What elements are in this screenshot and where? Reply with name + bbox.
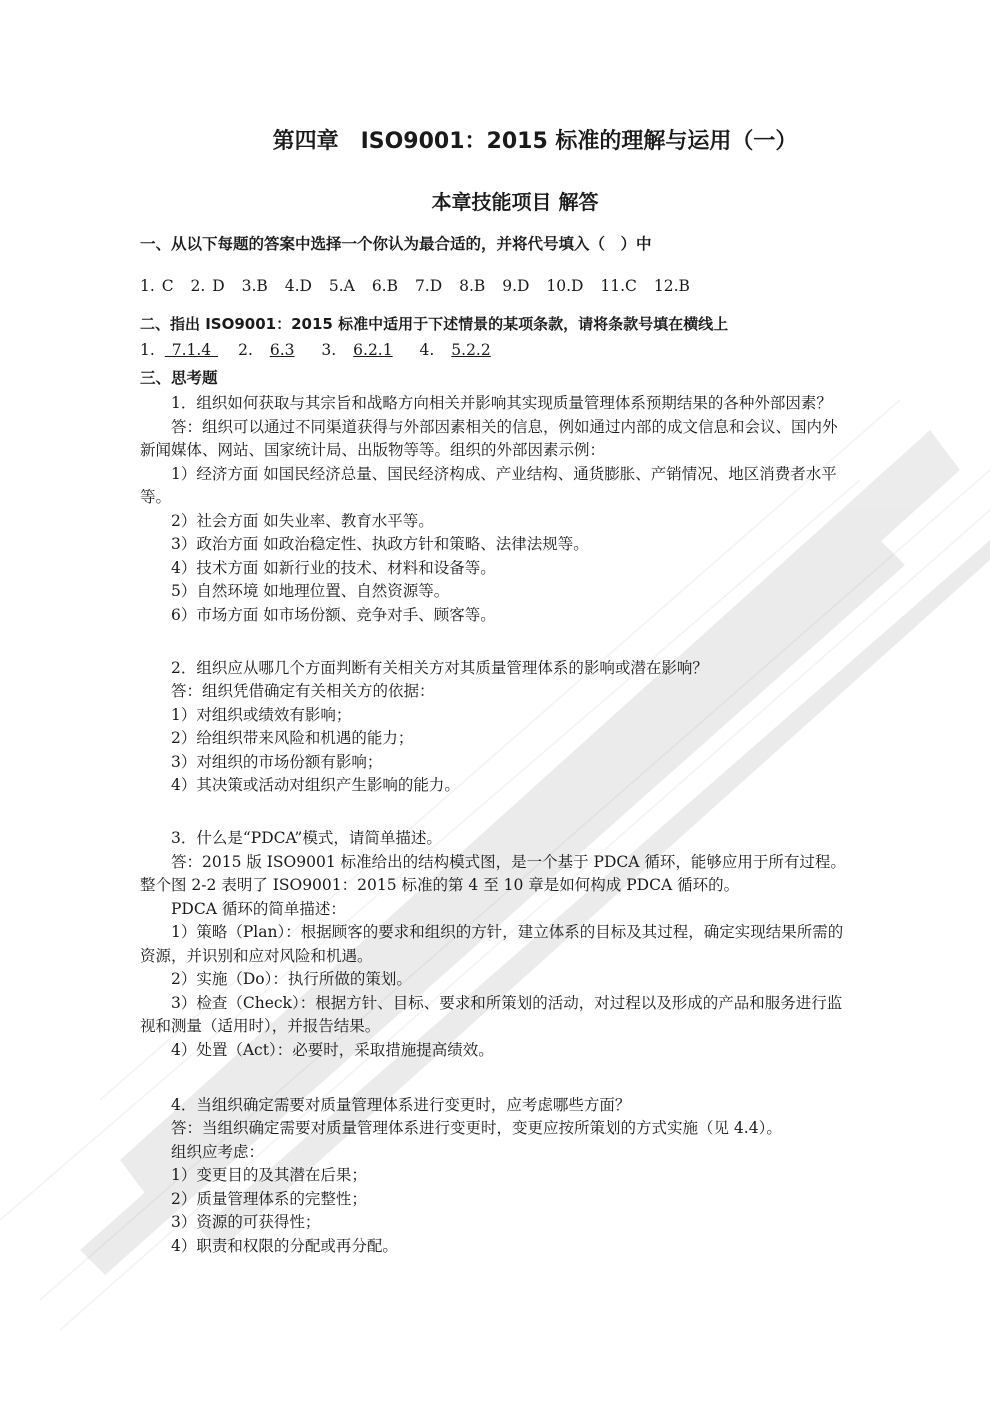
list-item: 1）经济方面 如国民经济总量、国民经济构成、产业结构、通货膨胀、产销情况、地区消费者水平等。 [140,464,837,506]
list-item: 4）技术方面 如新行业的技术、材料和设备等。 [171,558,496,577]
list-item: 4）处置（Act）：必要时，采取措施提高绩效。 [171,1040,494,1059]
answer-item: 4.D [284,277,312,295]
part2-answer-list [140,338,850,362]
clause-item: 4. 5.2.2 [419,341,491,359]
answer-item: 7.D [414,277,443,295]
chapter-title [220,120,850,164]
answer-item: 3.B [241,277,268,295]
answer-item: 8.B [459,277,486,295]
list-item: 3）政治方面 如政治稳定性、执政方针和策略、法律法规等。 [171,535,589,553]
part2-heading: 二、指出 ISO9001：2015 标准中适用于下述情景的某项条款，请将条款号填在横线上 [140,315,729,333]
list-item: 2）实施（Do）：执行所做的策划。 [171,970,412,988]
list-item: 2）给组织带来风险和机遇的能力； [171,729,414,747]
answer-4: 答：当组织确定需要对质量管理体系进行变更时，变更应按所策划的方式实施（见 4.4）。 [171,1119,782,1137]
list-item: 1）策略（Plan）：根据顾客的要求和组织的方针，建立体系的目标及其过程，确定实现结果所需的资源，并识别和应对风险和机遇。 [140,923,844,965]
list-item: 3）检查（Check）：根据方针、目标、要求和所策划的活动，对过程以及形成的产品和服务进行监视和测量（适用时），并报告结果。 [140,993,843,1035]
answer-item: 9.D [502,277,530,295]
list-item: 2）社会方面 如失业率、教育水平等。 [171,511,434,530]
answer-1: 答：组织可以通过不同渠道获得与外部因素相关的信息，例如通过内部的成文信息和会议、国内外新闻媒体、网站、国家统计局、出版物等等。组织的外部因素示例： [140,417,838,459]
answer-item: 2. D [190,277,225,295]
answer-item: 5.A [328,277,355,295]
question-1: 1．组织如何获取与其宗旨和战略方向相关并影响其实现质量管理体系预期结果的各种外部因素？ [171,394,832,412]
list-item: 5）自然环境 如地理位置、自然资源等。 [171,582,450,600]
list-item: 1）对组织或绩效有影响； [171,705,352,724]
clause-item: 3. 6.2.1 [321,341,393,359]
answer-3-subheading: PDCA 循环的简单描述： [171,899,346,918]
answer-item: 6.B [371,277,398,295]
chapter-name: ISO9001：2015 标准的理解与运用（一） [360,129,798,154]
clause-item: 1. 7.1.4 [140,341,219,359]
part1-heading: 一、从以下每题的答案中选择一个你认为最合适的，并将代号填入（ ）中 [140,235,652,253]
part3-heading: 三、思考题 [140,369,218,387]
list-item: 1）变更目的及其潜在后果； [171,1166,367,1184]
list-item: 4）职责和权限的分配或再分配。 [171,1236,398,1255]
answer-4-subheading: 组织应考虑： [171,1142,265,1161]
question-3: 3．什么是“PDCA”模式，请简单描述。 [171,829,442,847]
answer-item: 1. C [140,277,174,295]
list-item: 2）质量管理体系的完整性； [171,1189,367,1208]
answer-2: 答：组织凭借确定有关相关方的依据： [171,682,435,700]
chapter-number: 第四章 [272,129,339,154]
answer-item: 10.D [546,277,584,295]
part1-answer-list [140,274,850,298]
list-item: 3）对组织的市场份额有影响； [171,752,383,771]
list-item: 4）其决策或活动对组织产生影响的能力。 [171,776,460,794]
answer-3: 答：2015 版 ISO9001 标准给出的结构模式图，是一个基于 PDCA 循环，能够应用于所有过程。整个图 2-2 表明了 ISO9001：2015 标准的第 4 至 10 章是如何构成 PDCA 循环的。 [140,852,846,894]
answer-item: 12.B [653,277,690,295]
list-item: 3）资源的可获得性； [171,1213,321,1231]
question-2: 2．组织应从哪几个方面判断有关相关方对其质量管理体系的影响或潜在影响？ [171,658,708,677]
question-4: 4．当组织确定需要对质量管理体系进行变更时，应考虑哪些方面？ [171,1095,631,1114]
clause-item: 2. 6.3 [238,341,295,359]
document-body [140,120,850,1258]
answer-item: 11.C [600,277,637,295]
list-item: 6）市场方面 如市场份额、竞争对手、顾客等。 [171,605,496,624]
section-title: 本章技能项目 解答 [431,190,599,214]
